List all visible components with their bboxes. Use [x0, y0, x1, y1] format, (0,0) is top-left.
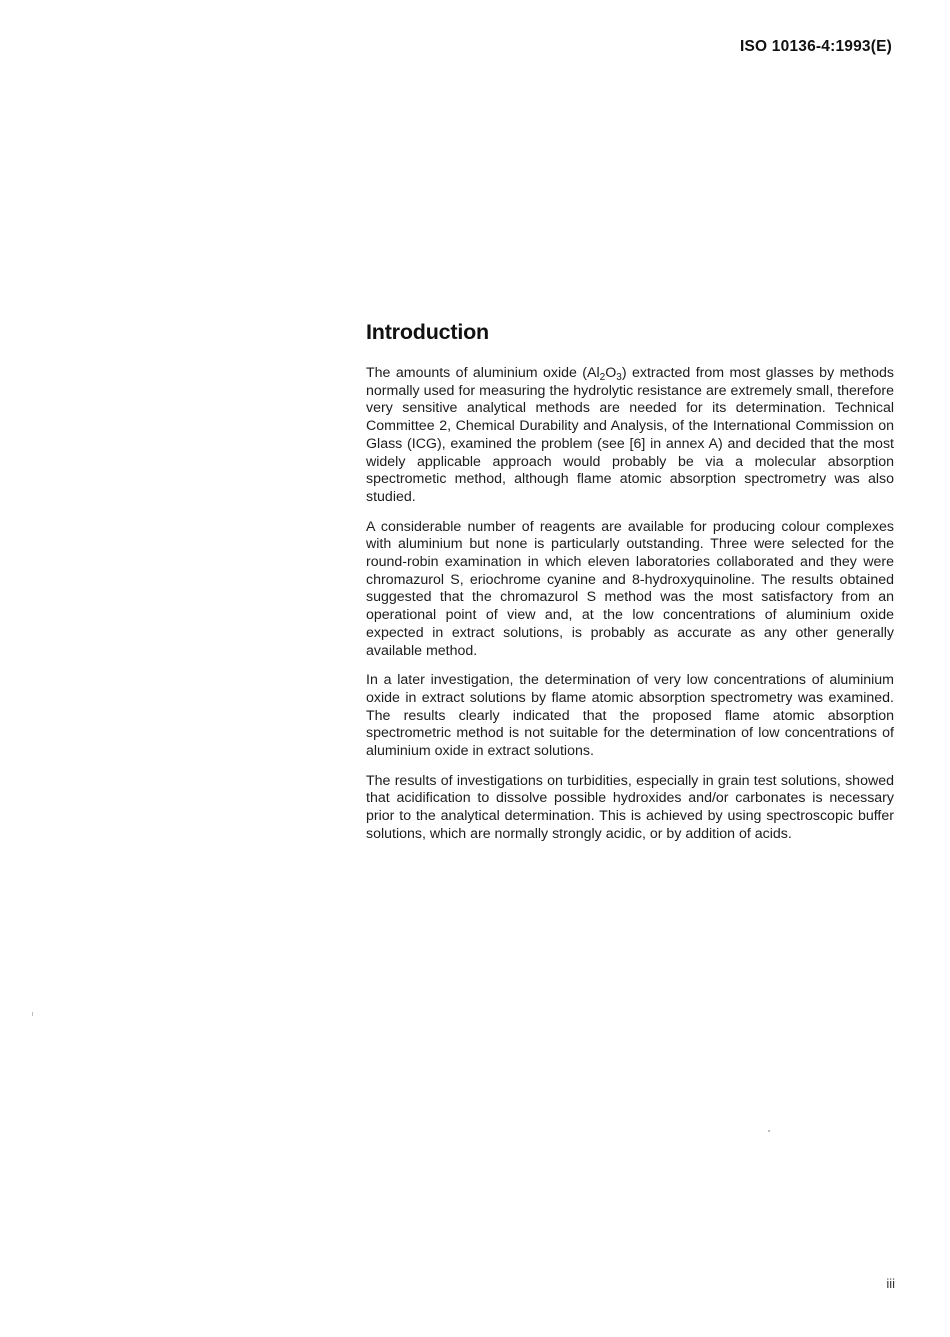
- paragraph-1-start: The amounts of aluminium oxide (Al: [366, 365, 600, 381]
- paragraph-3: In a later investigation, the determination of very low concentrations of aluminium oxide in extract solutions by flame atomic absorption spectrometry was examined. The results clearly indicated that the proposed flame atomic absorption spectrometric method is not suitable for the determination of low concentrations of aluminium oxide in extract solutions.: [366, 672, 894, 760]
- paragraph-1-rest: ) extracted from most glasses by methods normally used for measuring the hydrolytic resistance are extremely small, therefore very sensitive analytical methods are needed for its determination. Technical Committee 2, Chemical Durability and Analysis, of the International Commission on Glass (ICG), examined the problem (see [6] in annex A) and decided that the most widely applicable approach would probably be via a molecular absorption spectrometic method, although flame atomic absorption spectrometry was also studied.: [366, 365, 894, 505]
- paragraph-2: A considerable number of reagents are available for producing colour complexes with aluminium but none is particularly outstanding. Three were selected for the round-robin examination in which eleven laboratories collaborated and they were chromazurol S, eriochrome cyanine and 8-hydroxyquinoline. The results obtained suggested that the chromazurol S method was the most satisfactory from an operational point of view and, at the low concentrations of aluminium oxide expected in extract solutions, is probably as accurate as any other generally available method.: [366, 518, 894, 659]
- paragraph-4: The results of investigations on turbidities, especially in grain test solutions, showed that acidification to dissolve possible hydroxides and/or carbonates is necessary prior to the analytical determination. This is achieved by using spectroscopic buffer solutions, which are normally strongly acidic, or by addition of acids.: [366, 772, 894, 842]
- formula-oxygen: O: [605, 365, 617, 381]
- document-header-id: ISO 10136-4:1993(E): [740, 38, 892, 55]
- scan-speck: [32, 1012, 33, 1016]
- page-number: iii: [886, 1276, 895, 1291]
- paragraph-1: [366, 365, 894, 507]
- formula-subscript-2: 2: [599, 372, 606, 383]
- section-title: Introduction: [366, 320, 489, 344]
- main-content: [366, 320, 894, 856]
- scan-speck: [768, 1130, 770, 1132]
- formula-subscript-3: 3: [616, 372, 622, 383]
